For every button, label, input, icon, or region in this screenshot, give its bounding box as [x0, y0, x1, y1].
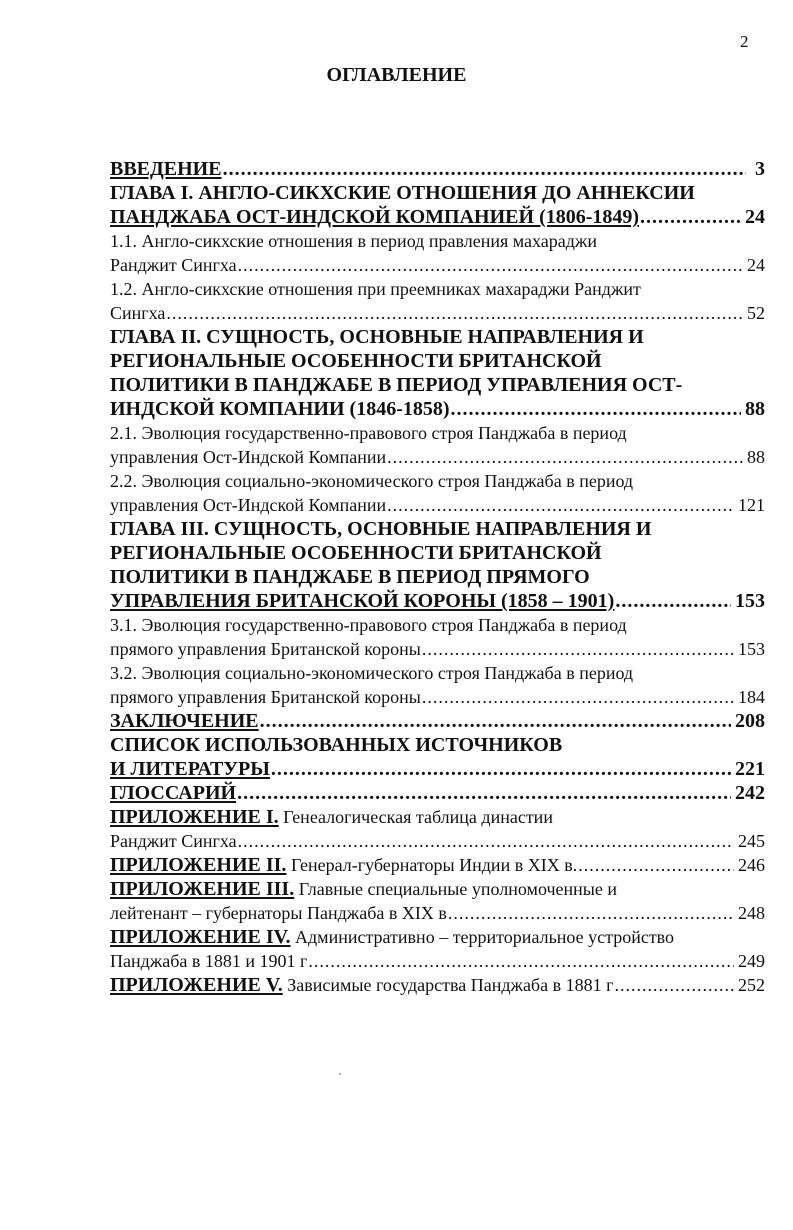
toc-entry-title: ИНДСКОЙ КОМПАНИИ (1846-1858) [110, 398, 450, 420]
toc-chapter-3-line [110, 541, 765, 565]
toc-page-number: 249 [738, 951, 765, 971]
toc-page-number: 24 [745, 206, 765, 228]
toc-page-number: 3 [755, 158, 765, 180]
leader-dots [387, 493, 734, 517]
toc-page-number: 246 [738, 855, 765, 875]
toc-entry-intro[interactable] [110, 157, 765, 181]
toc-entry-title: ГЛОССАРИЙ [110, 782, 237, 804]
toc-entry-title: Административно – территориальное устройство [295, 927, 675, 947]
toc-entry-title: 1.2. Англо-сикхские отношения при преемниках махараджи Ранджит [110, 279, 641, 299]
toc-page-number: 121 [738, 495, 765, 515]
toc-page-number: 153 [735, 590, 765, 612]
toc-entry-title: 3.1. Эволюция государственно-правового строя Панджаба в период [110, 615, 627, 635]
toc-entry-section-2-2[interactable] [110, 493, 765, 517]
toc-entry-title: 2.2. Эволюция социально-экономического строя Панджаба в период [110, 471, 634, 491]
leader-dots [422, 685, 734, 709]
table-of-contents [110, 157, 765, 997]
toc-entry-title: УПРАВЛЕНИЯ БРИТАНСКОЙ КОРОНЫ (1858 – 1901) [110, 590, 615, 612]
toc-entry-title: управления Ост-Индской Компании [110, 495, 387, 515]
toc-chapter-2-line [110, 373, 765, 397]
toc-chapter-3-line [110, 517, 765, 541]
toc-entry-title: СПИСОК ИСПОЛЬЗОВАННЫХ ИСТОЧНИКОВ [110, 734, 563, 756]
toc-page-number: 242 [735, 782, 765, 804]
appendix-label: ПРИЛОЖЕНИЕ IV. [110, 926, 291, 948]
appendix-label: ПРИЛОЖЕНИЕ V. [110, 974, 283, 996]
toc-entry-section-2-1[interactable] [110, 445, 765, 469]
toc-entry-title: ПОЛИТИКИ В ПАНДЖАБЕ В ПЕРИОД УПРАВЛЕНИЯ ОСТ- [110, 374, 683, 396]
toc-page-number: 88 [747, 447, 765, 467]
toc-entry-sources[interactable] [110, 757, 765, 781]
toc-section-3-2-line [110, 661, 765, 685]
toc-entry-title: Генерал-губернаторы Индии в XIX в. [290, 855, 578, 875]
toc-entry-title: И ЛИТЕРАТУРЫ [110, 758, 270, 780]
toc-section-2-2-line [110, 469, 765, 493]
toc-page-number: 221 [735, 758, 765, 780]
toc-entry-title: ЗАКЛЮЧЕНИЕ [110, 710, 259, 732]
toc-entry-title: Ранджит Сингха [110, 831, 237, 851]
toc-page-number: 248 [738, 903, 765, 923]
toc-page-number: 153 [738, 639, 765, 659]
toc-entry-section-1-2[interactable] [110, 301, 765, 325]
toc-page-number: 184 [738, 687, 765, 707]
toc-entry-title: ГЛАВА II. СУЩНОСТЬ, ОСНОВНЫЕ НАПРАВЛЕНИЯ И [110, 326, 644, 348]
toc-section-3-1-line [110, 613, 765, 637]
toc-entry-section-3-1[interactable] [110, 637, 765, 661]
leader-dots [615, 589, 731, 613]
toc-chapter-2-line [110, 325, 765, 349]
leader-dots [271, 757, 731, 781]
toc-entry-title: прямого управления Британской короны [110, 687, 421, 707]
scan-speck [339, 1073, 341, 1075]
appendix-label: ПРИЛОЖЕНИЕ III. [110, 878, 295, 900]
toc-entry-title: РЕГИОНАЛЬНЫЕ ОСОБЕННОСТИ БРИТАНСКОЙ [110, 542, 602, 564]
toc-entry-appendix-3[interactable] [110, 901, 765, 925]
toc-entry-section-3-2[interactable] [110, 685, 765, 709]
toc-entry-appendix-1[interactable] [110, 829, 765, 853]
toc-entry-title: 2.1. Эволюция государственно-правового строя Панджаба в период [110, 423, 627, 443]
toc-entry-chapter-3[interactable] [110, 589, 765, 613]
leader-dots [614, 973, 734, 997]
leader-dots [640, 205, 741, 229]
toc-entry-conclusion[interactable] [110, 709, 765, 733]
toc-page-number: 252 [738, 975, 765, 995]
toc-entry-title: РЕГИОНАЛЬНЫЕ ОСОБЕННОСТИ БРИТАНСКОЙ [110, 350, 602, 372]
leader-dots [448, 901, 734, 925]
appendix-label: ПРИЛОЖЕНИЕ II. [110, 854, 287, 876]
toc-appendix-1-line [110, 805, 765, 829]
leader-dots [166, 301, 742, 325]
toc-entry-chapter-2[interactable] [110, 397, 765, 421]
toc-entry-title: Ранджит Сингха [110, 255, 237, 275]
leader-dots [578, 853, 734, 877]
toc-page-number: 245 [738, 831, 765, 851]
toc-sources-line [110, 733, 765, 757]
toc-page-number: 52 [747, 303, 765, 323]
leader-dots [451, 397, 741, 421]
toc-entry-title: ГЛАВА III. СУЩНОСТЬ, ОСНОВНЫЕ НАПРАВЛЕНИЯ И [110, 518, 652, 540]
toc-entry-appendix-4[interactable] [110, 949, 765, 973]
toc-appendix-3-line [110, 877, 765, 901]
toc-entry-title: Главные специальные уполномоченные и [298, 879, 618, 899]
toc-entry-glossary[interactable] [110, 781, 765, 805]
leader-dots [387, 445, 743, 469]
page-number: 2 [740, 32, 749, 51]
toc-section-1-1-line [110, 229, 765, 253]
appendix-label: ПРИЛОЖЕНИЕ I. [110, 806, 279, 828]
toc-entry-section-1-1[interactable] [110, 253, 765, 277]
toc-entry-title: 3.2. Эволюция социально-экономического строя Панджаба в период [110, 663, 634, 683]
toc-appendix-4-line [110, 925, 765, 949]
toc-page-number: 24 [747, 255, 765, 275]
toc-entry-title: управления Ост-Индской Компании [110, 447, 387, 467]
leader-dots [238, 829, 734, 853]
leader-dots [422, 637, 734, 661]
leader-dots [223, 157, 746, 181]
leader-dots [237, 781, 731, 805]
toc-entry-appendix-2[interactable] [110, 853, 765, 877]
leader-dots [308, 949, 734, 973]
toc-entry-title: лейтенант – губернаторы Панджаба в XIX в [110, 903, 447, 923]
page-title: ОГЛАВЛЕНИЕ [326, 64, 467, 86]
toc-page-number: 208 [735, 710, 765, 732]
toc-entry-title: ПАНДЖАБА ОСТ-ИНДСКОЙ КОМПАНИЕЙ (1806-1849) [110, 206, 640, 228]
leader-dots [238, 253, 743, 277]
toc-chapter-2-line [110, 349, 765, 373]
toc-entry-title: ПОЛИТИКИ В ПАНДЖАБЕ В ПЕРИОД ПРЯМОГО [110, 566, 590, 588]
toc-entry-title: ГЛАВА I. АНГЛО-СИКХСКИЕ ОТНОШЕНИЯ ДО АННЕКСИИ [110, 182, 695, 204]
toc-entry-title: Сингха [110, 303, 166, 323]
toc-section-2-1-line [110, 421, 765, 445]
toc-entry-title: прямого управления Британской короны [110, 639, 421, 659]
toc-page-number: 88 [745, 398, 765, 420]
toc-entry-title: 1.1. Англо-сикхские отношения в период правления махараджи [110, 231, 597, 251]
leader-dots [260, 709, 731, 733]
toc-entry-title: Панджаба в 1881 и 1901 г [110, 951, 308, 971]
toc-entry-title: Генеалогическая таблица династии [283, 807, 553, 827]
toc-chapter-1-line [110, 181, 765, 205]
toc-entry-title: Зависимые государства Панджаба в 1881 г [287, 975, 614, 995]
toc-entry-title: ВВЕДЕНИЕ [110, 158, 222, 180]
toc-entry-appendix-5[interactable] [110, 973, 765, 997]
toc-chapter-3-line [110, 565, 765, 589]
toc-section-1-2-line [110, 277, 765, 301]
toc-entry-chapter-1[interactable] [110, 205, 765, 229]
